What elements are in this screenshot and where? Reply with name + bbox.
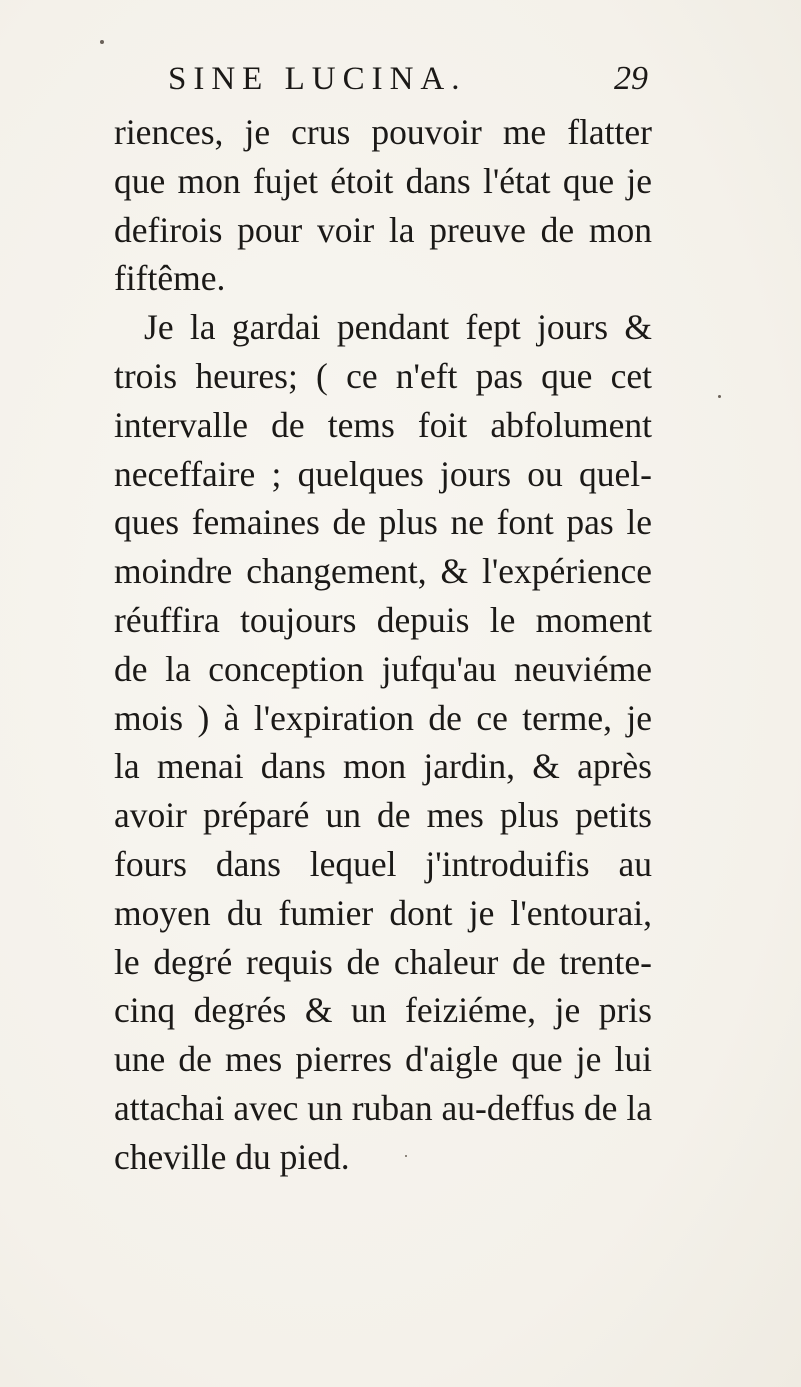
text-line: neceffaire ; quelques jours ou quel- bbox=[114, 453, 652, 494]
text-line: cinq degrés & un feiziéme, je pris bbox=[114, 990, 652, 1031]
text-line: fours dans lequel j'introduifis au bbox=[114, 843, 652, 884]
text-line: Je la gardai pendant fept jours & bbox=[144, 307, 652, 348]
text-line: trois heures; ( ce n'eft pas que cet bbox=[114, 355, 652, 396]
text-line: intervalle de tems foit abfolument bbox=[114, 404, 652, 445]
running-head bbox=[168, 60, 648, 104]
text-line: moindre changement, & l'expérience bbox=[114, 551, 652, 592]
text-line: réuffira toujours depuis le moment bbox=[114, 599, 652, 640]
text-line: defirois pour voir la preuve de mon bbox=[114, 209, 652, 250]
text-line: la menai dans mon jardin, & après bbox=[114, 746, 652, 787]
text-line: fiftême. bbox=[114, 258, 226, 299]
page-number: 29 bbox=[614, 60, 648, 97]
paper-speck bbox=[405, 1155, 407, 1157]
text-line: que mon fujet étoit dans l'état que je bbox=[114, 160, 652, 201]
text-line: une de mes pierres d'aigle que je lui bbox=[114, 1039, 652, 1080]
text-line: mois ) à l'expiration de ce terme, je bbox=[114, 697, 652, 738]
text-line: ques femaines de plus ne font pas le bbox=[114, 502, 652, 543]
paper-speck bbox=[718, 395, 721, 398]
running-title: SINE LUCINA. bbox=[168, 61, 467, 97]
text-line: moyen du fumier dont je l'entourai, bbox=[114, 892, 652, 933]
paper-speck bbox=[100, 40, 104, 44]
text-line: attachai avec un ruban au-deffus de la bbox=[114, 1087, 652, 1128]
text-line: avoir préparé un de mes plus petits bbox=[114, 795, 652, 836]
text-line: le degré requis de chaleur de trente- bbox=[114, 941, 652, 982]
text-line: cheville du pied. bbox=[114, 1136, 350, 1177]
text-line: riences, je crus pouvoir me flatter bbox=[114, 112, 652, 152]
body-text bbox=[114, 108, 652, 1182]
text-line: de la conception jufqu'au neuviéme bbox=[114, 648, 652, 689]
